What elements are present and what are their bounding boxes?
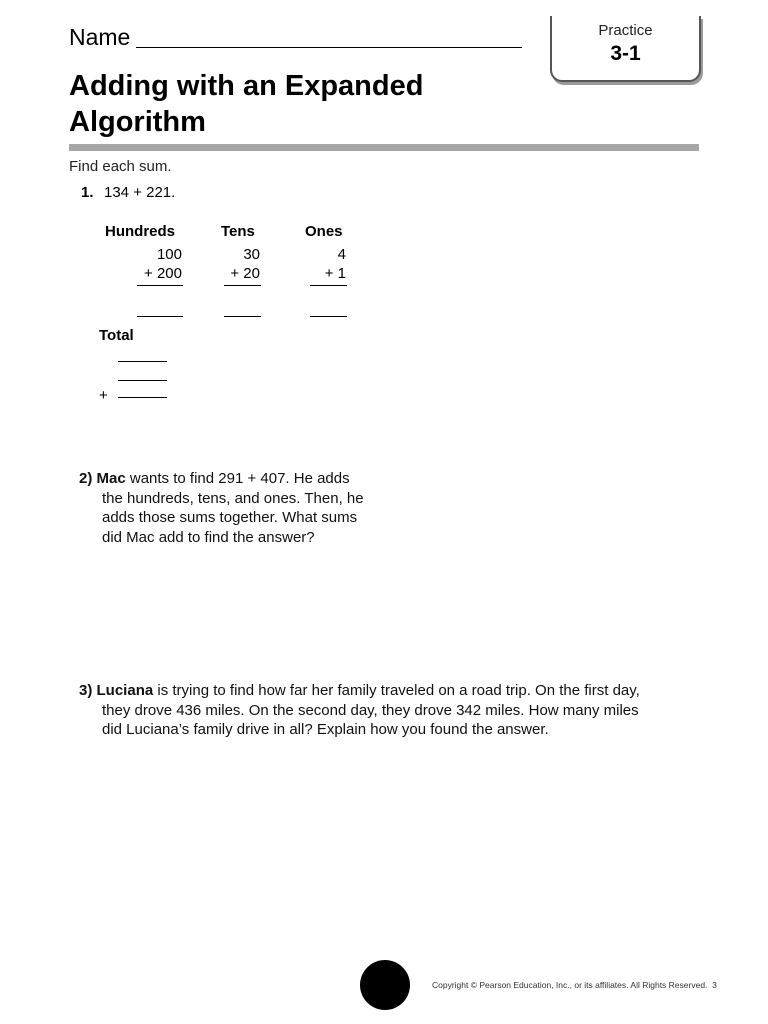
problem-3-text-1: is trying to find how far her family traveled on a road trip. On the first day,	[157, 682, 640, 699]
problem-3	[79, 681, 719, 740]
name-label: Name	[69, 24, 131, 50]
problem-3-name: Luciana	[96, 682, 154, 699]
column-header-ones: Ones	[305, 223, 343, 240]
problem-2-name: Mac	[96, 470, 126, 487]
hundreds-top-value: 100	[156, 246, 182, 263]
problem-3-line-1	[79, 682, 640, 699]
ones-top-value: 4	[337, 246, 346, 263]
problem-2-text-1: wants to find 291 + 407. He adds	[129, 470, 350, 487]
problem-2	[79, 469, 409, 547]
footer-circle-mark	[360, 960, 410, 1010]
tens-top-value: 30	[243, 246, 260, 263]
copyright-footer	[432, 980, 717, 990]
problem-3-number: 3)	[79, 682, 93, 699]
problem-2-text-2: the hundreds, tens, and ones. Then, he	[102, 489, 364, 507]
copyright-text: Copyright © Pearson Education, Inc., or its affiliates. All Rights Reserved.	[432, 980, 708, 990]
problem-1-expression: 134 + 221.	[104, 184, 176, 201]
page-number: 3	[712, 980, 717, 990]
ones-answer-blank[interactable]	[310, 316, 347, 317]
page-title: Adding with an Expanded Algorithm	[69, 70, 424, 138]
problem-3-text-3: did Luciana’s family drive in all? Explain how you found the answer.	[102, 721, 549, 738]
instructions: Find each sum.	[69, 158, 172, 175]
plus-sign: +	[99, 387, 108, 404]
problem-2-text-3: adds those sums together. What sums	[102, 509, 358, 526]
tens-bottom-value: + 20	[230, 265, 260, 282]
practice-tab	[550, 16, 701, 82]
problem-2-line-1	[79, 470, 350, 487]
total-blank-2[interactable]	[118, 380, 167, 381]
hundreds-answer-blank[interactable]	[137, 316, 183, 317]
column-header-tens: Tens	[221, 223, 255, 240]
practice-label: Practice	[598, 22, 653, 39]
total-blank-1[interactable]	[118, 361, 167, 362]
total-label: Total	[99, 327, 134, 344]
total-blank-3[interactable]	[118, 397, 167, 398]
tens-addend-underline	[224, 285, 261, 286]
tens-answer-blank[interactable]	[224, 316, 261, 317]
title-divider	[69, 144, 699, 151]
column-header-hundreds: Hundreds	[105, 223, 176, 240]
hundreds-bottom-value: + 200	[144, 265, 182, 282]
ones-addend-underline	[310, 285, 347, 286]
practice-number: 3-1	[610, 42, 641, 65]
problem-2-number: 2)	[79, 470, 93, 487]
name-answer-line[interactable]	[136, 47, 522, 48]
problem-3-text-2: they drove 436 miles. On the second day, they drove 342 miles. How many miles	[102, 701, 639, 719]
problem-2-text-4: did Mac add to find the answer?	[102, 528, 315, 546]
problem-1-number: 1.	[81, 184, 94, 201]
ones-bottom-value: + 1	[324, 265, 346, 282]
hundreds-addend-underline	[137, 285, 183, 286]
